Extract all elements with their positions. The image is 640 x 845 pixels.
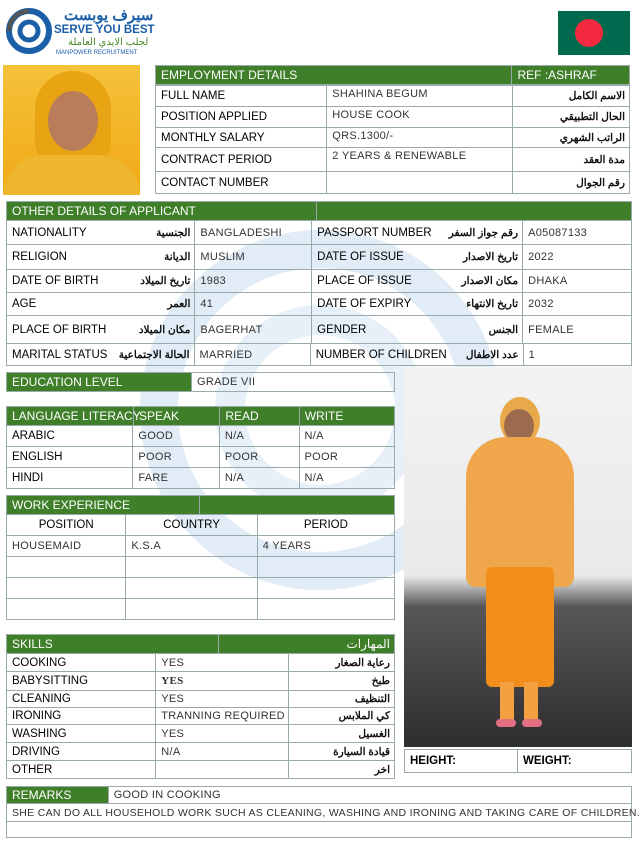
- other-value: 1: [528, 348, 536, 361]
- skill-row: [6, 708, 395, 725]
- skill-value: [156, 761, 288, 778]
- language-row: [6, 468, 395, 489]
- measurements-row: [404, 749, 632, 773]
- language-level: POOR: [220, 447, 300, 467]
- other-label: NUMBER OF CHILDREN: [315, 348, 447, 361]
- other-value: BANGLADESHI: [195, 221, 312, 244]
- education-level-value: GRADE VII: [197, 376, 256, 388]
- other-value: 1983: [195, 270, 312, 292]
- other-details-row: [6, 221, 632, 245]
- skill-label: COOKING: [7, 654, 156, 671]
- skill-row: [6, 725, 395, 743]
- work-experience-cell: [258, 578, 394, 598]
- contract-period-arabic: مدة العقد: [583, 153, 625, 166]
- language-row: [6, 426, 395, 447]
- skill-arabic: التنظيف: [354, 693, 390, 705]
- other-label-arabic: الديانة: [115, 245, 195, 269]
- contract-period-value: 2 YEARS & RENEWABLE: [327, 148, 512, 171]
- other-value: 2022: [528, 251, 554, 263]
- work-experience-cell: [7, 599, 126, 619]
- ref-label: REF :ASHRAF: [517, 68, 597, 82]
- employment-row: [155, 148, 630, 172]
- work-experience-cell: [7, 578, 126, 598]
- remarks-text: SHE CAN DO ALL HOUSEHOLD WORK SUCH AS CLEANING, WASHING AND IRONING AND TAKING CARE OF CHILDREN.: [12, 806, 640, 819]
- work-experience-cell: K.S.A: [126, 536, 257, 556]
- other-value: FEMALE: [528, 323, 574, 336]
- position-applied-label: POSITION APPLIED: [156, 107, 327, 127]
- read-header: READ: [220, 407, 299, 425]
- work-experience-cell: [126, 599, 257, 619]
- contact-number-value: [327, 172, 512, 193]
- other-label: PLACE OF BIRTH: [12, 323, 107, 336]
- language-level: FARE: [133, 468, 220, 488]
- skill-value: YES: [156, 691, 288, 707]
- other-label: MARITAL STATUS: [12, 348, 108, 361]
- position-applied-value: HOUSE COOK: [327, 107, 512, 127]
- height-label: HEIGHT:: [405, 750, 518, 772]
- weight-label: WEIGHT:: [523, 755, 572, 767]
- other-label: PASSPORT NUMBER: [317, 226, 432, 239]
- language-level: N/A: [304, 430, 324, 442]
- skill-label: WASHING: [7, 725, 156, 742]
- other-details-row: [6, 316, 632, 344]
- language-level: N/A: [220, 426, 300, 446]
- position-applied-arabic: الحال التطبيقي: [560, 111, 625, 123]
- work-experience-header: WORK EXPERIENCE: [7, 496, 200, 514]
- contract-period-label: CONTRACT PERIOD: [156, 148, 327, 171]
- language-name: ENGLISH: [7, 447, 133, 467]
- remarks-row: [6, 786, 632, 804]
- other-label-arabic: مكان الاصدار: [435, 270, 523, 292]
- skill-value: YES: [156, 725, 288, 742]
- applicant-portrait-photo: [3, 65, 140, 192]
- skill-row: [6, 761, 395, 779]
- other-value: BAGERHAT: [195, 316, 312, 343]
- skill-arabic: اخر: [374, 763, 390, 776]
- work-experience-cell: [126, 578, 257, 598]
- contact-number-label: CONTACT NUMBER: [156, 172, 327, 193]
- work-experience-cell: [258, 557, 394, 577]
- skill-label: BABYSITTING: [7, 672, 156, 690]
- full-name-arabic: الاسم الكامل: [568, 90, 625, 102]
- employment-details-header: EMPLOYMENT DETAILS: [156, 66, 512, 84]
- remarks-value: GOOD IN COOKING: [113, 789, 221, 801]
- other-label: DATE OF EXPIRY: [317, 298, 412, 310]
- other-details-row: [6, 270, 632, 293]
- remarks-blank-row: [6, 822, 632, 838]
- language-level: POOR: [133, 447, 220, 467]
- skill-value: TRANNING REQUIRED: [156, 708, 288, 724]
- skill-label: OTHER: [7, 761, 156, 778]
- other-value: DHAKA: [528, 275, 568, 287]
- skill-row: [6, 654, 395, 672]
- skill-arabic: قيادة السيارة: [333, 745, 390, 758]
- other-details-row: [6, 344, 632, 366]
- brand-tagline: MANPOWER RECRUITMENT: [56, 50, 138, 56]
- other-value: MARRIED: [195, 344, 311, 365]
- company-logo: [6, 6, 156, 58]
- speak-header: SPEAK: [134, 407, 220, 425]
- country-column-header: COUNTRY: [126, 515, 257, 535]
- education-row: [6, 372, 395, 392]
- brand-arabic-name: سيرف يوبست: [64, 7, 154, 24]
- language-row: [6, 447, 395, 468]
- employment-row: [155, 107, 630, 128]
- other-label-arabic: تاريخ الانتهاء: [435, 293, 523, 315]
- other-label-arabic: تاريخ الميلاد: [115, 270, 195, 292]
- work-experience-cell: [7, 557, 126, 577]
- bangladesh-flag-icon: [558, 11, 630, 55]
- skill-value: YES: [156, 672, 288, 690]
- other-label: NATIONALITY: [12, 226, 87, 239]
- write-header: WRITE: [304, 409, 344, 423]
- work-experience-cell: [258, 599, 394, 619]
- skills-header-arabic: المهارات: [346, 637, 390, 651]
- skill-label: CLEANING: [7, 691, 156, 707]
- other-label-arabic: مكان الميلاد: [115, 316, 195, 343]
- skill-row: [6, 672, 395, 691]
- applicant-full-body-photo: [404, 367, 632, 747]
- skill-row: [6, 743, 395, 761]
- work-experience-cell: HOUSEMAID: [7, 536, 126, 556]
- other-label-arabic: عدد الاطفال: [436, 344, 524, 365]
- other-value: A05087133: [528, 226, 588, 239]
- other-label-arabic: رقم جواز السفر: [435, 221, 523, 244]
- skill-value: N/A: [156, 743, 288, 760]
- remarks-text-row: [6, 804, 640, 822]
- language-name: ARABIC: [7, 426, 133, 446]
- work-experience-row: [6, 557, 395, 578]
- language-level: N/A: [304, 472, 324, 484]
- skill-arabic: طبخ: [371, 675, 390, 687]
- full-name-value: SHAHINA BEGUM: [327, 86, 512, 106]
- other-label: AGE: [12, 298, 37, 310]
- language-level: POOR: [304, 451, 339, 463]
- other-details-row: [6, 293, 632, 316]
- language-level: GOOD: [133, 426, 220, 446]
- brand-name: SERVE YOU BEST: [54, 24, 155, 36]
- language-level: N/A: [220, 468, 300, 488]
- monthly-salary-arabic: الراتب الشهري: [559, 131, 625, 144]
- skill-value: YES: [156, 654, 288, 671]
- language-literacy-header: LANGUAGE LITERACY: [7, 407, 134, 425]
- remarks-label: REMARKS: [7, 787, 109, 803]
- position-column-header: POSITION: [7, 515, 126, 535]
- skills-header: SKILLS: [7, 635, 219, 653]
- other-value: 2032: [528, 298, 554, 310]
- education-level-label: EDUCATION LEVEL: [7, 373, 192, 391]
- employment-row: [155, 128, 630, 148]
- other-label-arabic: الحالة الاجتماعية: [114, 344, 194, 365]
- other-label: GENDER: [317, 323, 367, 336]
- other-label-arabic: العمر: [115, 293, 195, 315]
- employment-row: [155, 172, 630, 194]
- other-label-arabic: الجنس: [435, 316, 523, 343]
- monthly-salary-value: QRS.1300/-: [327, 128, 512, 147]
- contact-number-arabic: رقم الجوال: [576, 176, 625, 189]
- work-experience-row: [6, 578, 395, 599]
- other-label-arabic: تاريخ الاصدار: [435, 245, 523, 269]
- other-details-header: OTHER DETAILS OF APPLICANT: [7, 202, 317, 220]
- other-value: MUSLIM: [195, 245, 312, 269]
- other-label: DATE OF ISSUE: [317, 251, 404, 263]
- full-name-label: FULL NAME: [156, 86, 327, 106]
- skill-arabic: الغسيل: [358, 727, 390, 740]
- other-details-row: [6, 245, 632, 270]
- work-experience-row: [6, 536, 395, 557]
- skill-arabic: كي الملابس: [338, 710, 390, 722]
- skill-arabic: رعاية الصغار: [335, 656, 390, 669]
- language-name: HINDI: [7, 468, 133, 488]
- skill-label: DRIVING: [7, 743, 156, 760]
- work-experience-cell: 4 YEARS: [262, 540, 312, 552]
- other-value: 41: [195, 293, 312, 315]
- brand-arabic-tagline: لجلب الايدي العاملة: [68, 37, 149, 48]
- other-label-arabic: الجنسية: [115, 221, 195, 244]
- employment-row: [155, 85, 630, 107]
- monthly-salary-label: MONTHLY SALARY: [156, 128, 327, 147]
- work-experience-cell: [126, 557, 257, 577]
- logo-emblem-icon: [6, 8, 52, 54]
- other-label: DATE OF BIRTH: [12, 275, 99, 287]
- skill-row: [6, 691, 395, 708]
- language-header-row: [6, 406, 395, 426]
- period-column-header: PERIOD: [303, 519, 348, 531]
- other-label: PLACE OF ISSUE: [317, 275, 412, 287]
- skill-label: IRONING: [7, 708, 156, 724]
- work-experience-row: [6, 599, 395, 620]
- work-columns-row: [6, 515, 395, 536]
- other-label: RELIGION: [12, 251, 67, 263]
